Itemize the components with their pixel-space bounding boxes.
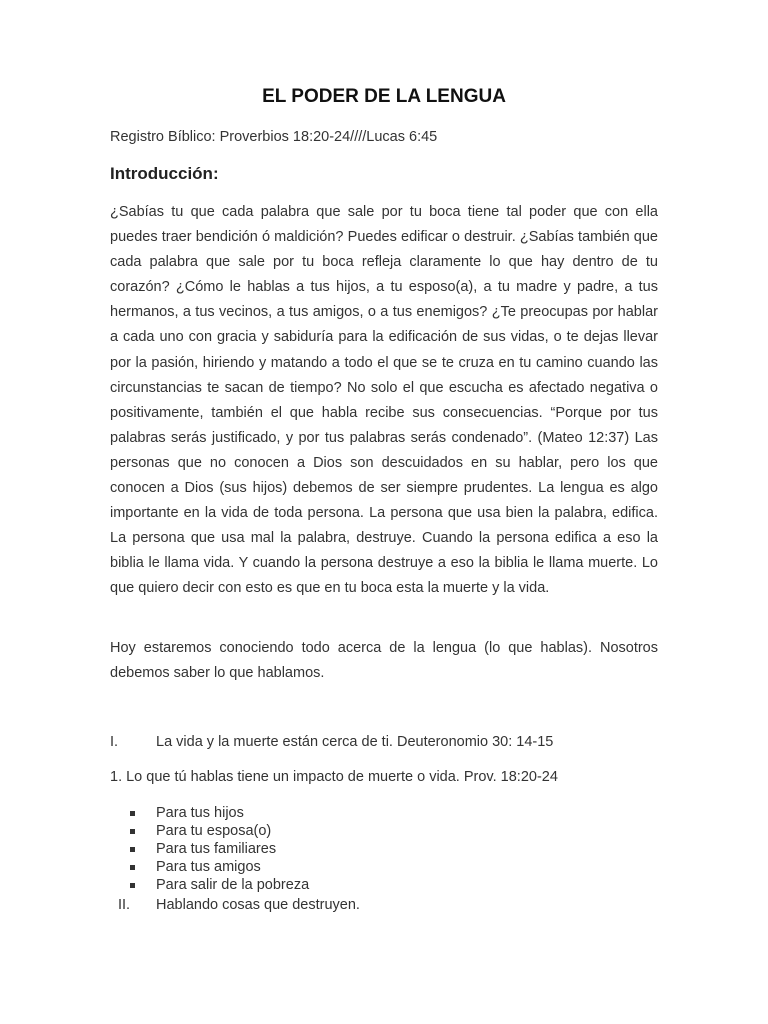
square-bullet-icon [130, 865, 135, 870]
square-bullet-icon [130, 811, 135, 816]
square-bullet-icon [130, 883, 135, 888]
section-heading-1 [110, 734, 658, 754]
document-page: EL PODER DE LA LENGUA Registro Bíblico: Proverbios 18:20-24////Lucas 6:45 Introducción: ¿Sabías tu que cada palabra que sale por tu boca tiene tal poder que con ella puedes traer bendición ó maldición? Puedes edificar o destruir. ¿Sabías también que cada palabra que sale por tu boca refleja claramente lo que hay dentro de tu corazón? ¿Cómo le hablas a tus hijos, a tu esposo(a), a tu madre y padre, a tus hermanos, a tus vecinos, a tus amigos, o a tus enemigos? ¿Te preocupas por hablar a cada uno con gracia y sabiduría para la edificación de sus vidas, o te dejas llevar por la pasión, hiriendo y matando a todo el que se te cruza en tu camino cuando las circunstancias te sacan de tiempo? No solo el que escucha es afectado negativa o positivamente, también el que habla recibe sus consecuencias. “Porque por tus palabras serás justificado, y por tus palabras serás condenado”. (Mateo 12:37) Las personas que no conocen a Dios son descuidados en su hablar, pero los que conocen a Dios (sus hijos) debemos de ser siempre prudentes. La lengua es algo importante en la vida de toda persona. La persona que usa bien la palabra, edifica. La persona que usa mal la palabra, destruye. Cuando la persona edifica a eso la biblia le llama vida. Y cuando la persona destruye a eso la biblia le llama muerte. Lo que quiero decir con esto es que en tu boca esta la muerte y la vida. Hoy estaremos conociendo todo acerca de la lengua (lo que hablas). Nosotros debemos saber lo que hablamos. I. La vida y la muerte están cerca de ti. Deuteronomio 30: 14-15 1. Lo que tú hablas tiene un impacto de muerte o vida. Prov. 18:20-24 Para tus hijos Para tu esposa(o) Para tus familiares Para tus amigos Para salir de la pobreza II. Hablando cosas que destruyen. [0, 0, 768, 1024]
section-number: I. [110, 734, 119, 750]
section-heading-2 [110, 897, 658, 917]
intro-paragraph: ¿Sabías tu que cada palabra que sale por tu boca tiene tal poder que con ella puedes traer bendición ó maldición? Puedes edificar o destruir. ¿Sabías también que cada palabra que sale por tu boca refleja claramente lo que hay dentro de tu corazón? ¿Cómo le hablas a tus hijos, a tu esposo(a), a tu madre y padre, a tus hermanos, a tus vecinos, a tus amigos, o a tus enemigos? ¿Te preocupas por hablar a cada uno con gracia y sabiduría para la edificación de sus vidas, o te dejas llevar por la pasión, hiriendo y matando a todo el que se te cruza en tu camino cuando las circunstancias te sacan de tiempo? No solo el que escucha es afectado negativa o positivamente, también el que habla recibe sus consecuencias. “Porque por tus palabras serás justificado, y por tus palabras serás condenado”. (Mateo 12:37) Las personas que no conocen a Dios son descuidados en su hablar, pero los que conocen a Dios (sus hijos) debemos de ser siempre prudentes. La lengua es algo importante en la vida de toda persona. La persona que usa bien la palabra, edifica. La persona que usa mal la palabra, destruye. Cuando la persona edifica a eso la biblia le llama vida. Y cuando la persona destruye a eso la biblia le llama muerte. Lo que quiero decir con esto es que en tu boca esta la muerte y la vida. [110, 204, 658, 597]
section-text: Hablando cosas que destruyen. [156, 897, 360, 913]
second-paragraph: Hoy estaremos conociendo todo acerca de la lengua (lo que hablas). Nosotros debemos saber lo que hablamos. [110, 640, 658, 682]
square-bullet-icon [130, 847, 135, 852]
point-1: 1. Lo que tú hablas tiene un impacto de muerte o vida. Prov. 18:20-24 [110, 769, 558, 785]
intro-heading: Introducción: [110, 164, 219, 183]
document-title: EL PODER DE LA LENGUA [262, 86, 506, 107]
section-number: II. [118, 897, 131, 913]
square-bullet-icon [130, 829, 135, 834]
section-text: La vida y la muerte están cerca de ti. Deuteronomio 30: 14-15 [156, 734, 554, 750]
biblical-reference: Registro Bíblico: Proverbios 18:20-24////Lucas 6:45 [110, 129, 438, 145]
